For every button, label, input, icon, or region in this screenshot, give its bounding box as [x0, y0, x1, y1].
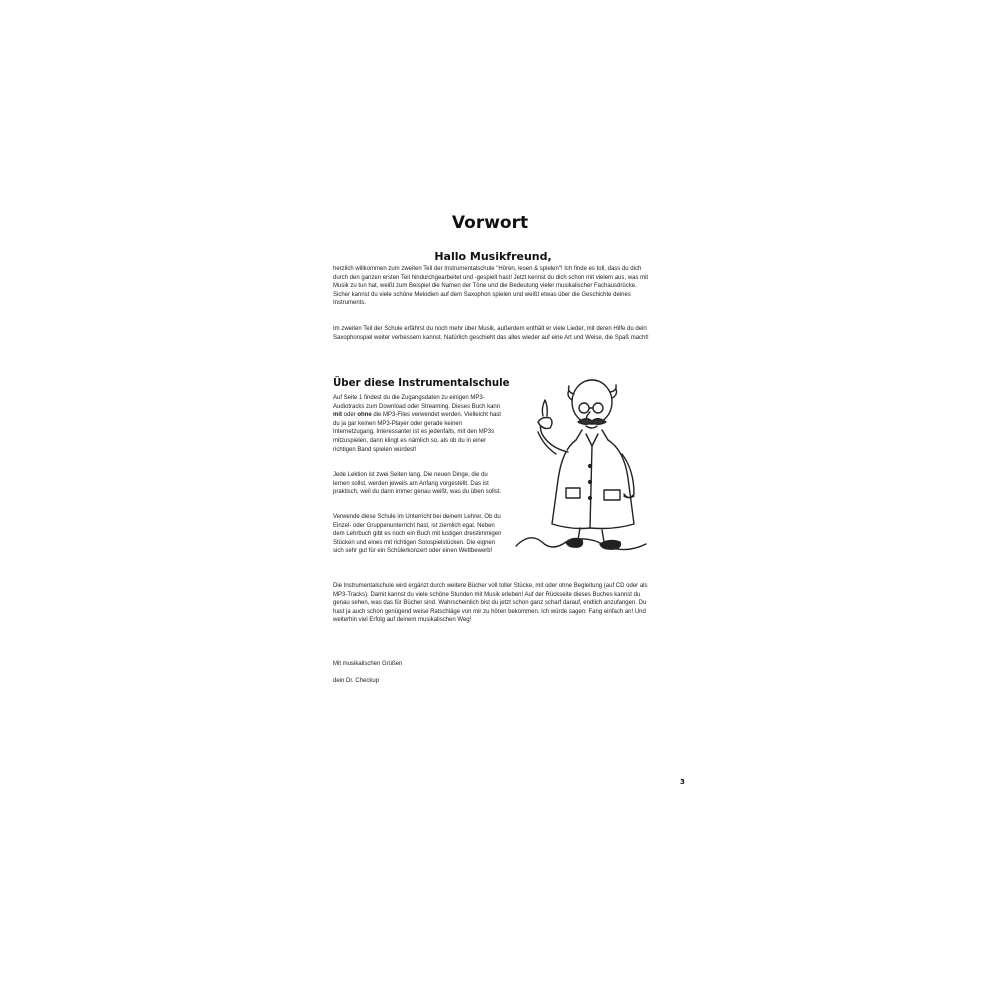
section-paragraph-1 — [333, 394, 503, 454]
section-paragraph-1-oder: oder — [342, 412, 358, 419]
section-paragraph-1-end: die MP3-Files verwendet werden. Vielleicht hast du ja gar keinen MP3-Player oder gerade keinen Internetzugang. Interessanter ist es jedenfalls, mit den MP3s mitzuspielen, dann klingt es nämlich so, als ob du in einer richtigen Band spielen würdest! — [333, 412, 501, 453]
section-paragraph-3: Verwende diese Schule im Unterricht bei deinem Lehrer. Ob du Einzel- oder Gruppenunterricht hast, ist ziemlich egal. Neben dem Lehrbuch gibt es noch ein Buch mit lustigen dreistimmigen Stücken und eines mit richtigen Solospielstücken. Die eignen sich sehr gut für ein Schülerkonzert oder einen Wettbewerb! — [333, 514, 502, 555]
section-paragraph-2: Jede Lektion ist zwei Seiten lang. Die neuen Dinge, die du lernen sollst, werden jeweils am Anfang vorgestellt. Das ist praktisch, weil du dann immer genau weißt, was du üben sollst. — [333, 472, 502, 496]
intro-paragraph-1: herzlich willkommen zum zweiten Teil der Instrumentalschule "Hören, lesen & spielen"! Ich finde es toll, dass du dich durch den ganzen ersten Teil hindurchgearbeitet und -gespielt hast! Jetzt kennst du dich schon mit vielem aus, was mit Musik zu tun hat, weißt zum Beispiel die Namen der Töne und die Bedeutung vieler musikalischer Fachausdrücke. Sicher kannst du viele schöne Melodien auf dem Saxophon spielen und weißt etwas über die Geschichte deines Instruments. — [333, 266, 649, 307]
emphasis-ohne: ohne — [357, 412, 372, 419]
signoff-signature: dein Dr. Checkup — [333, 678, 380, 684]
greeting-heading: Hallo Musikfreund, — [434, 250, 552, 263]
closing-paragraph: Die Instrumentalschule wird ergänzt durch weitere Bücher voll toller Stücke, mit oder ohne Begleitung (auf CD oder als MP3-Tracks). Damit kannst du viele schöne Stunden mit Musik erleben! Auf der Rückseite dieses Buches kannst du genau sehen, was das für Bücher sind. Wahrscheinlich bist du jetzt schon ganz scharf darauf, endlich anzufangen. Du hast ja auch schon genügend weise Ratschläge von mir zu hören bekommen. Ich würde sagen: Fang einfach an! Und weiterhin viel Erfolg auf deinem musikalischen Weg! — [333, 583, 648, 624]
page-number: 3 — [680, 778, 685, 786]
page-title: Vorwort — [451, 213, 529, 233]
section-heading: Über diese Instrumentalschule — [333, 378, 510, 389]
section-paragraph-1-start: Auf Seite 1 findest du die Zugangsdaten zu einigen MP3-Audiotracks zum Download oder Streaming. Dieses Buch kann — [333, 395, 501, 410]
intro-paragraph-2: Im zweiten Teil der Schule erfährst du noch mehr über Musik, außerdem enthält er viele Lieder, mit deren Hilfe du dein Saxophonspiel weiter verbessern kannst. Natürlich geschieht das alles wieder auf eine Art und Weise, die Spaß macht! — [333, 326, 649, 341]
professor-cartoon-icon — [510, 370, 670, 560]
signoff-greeting: Mit musikalischen Grüßen — [333, 661, 403, 667]
emphasis-mit: mit — [333, 412, 342, 419]
